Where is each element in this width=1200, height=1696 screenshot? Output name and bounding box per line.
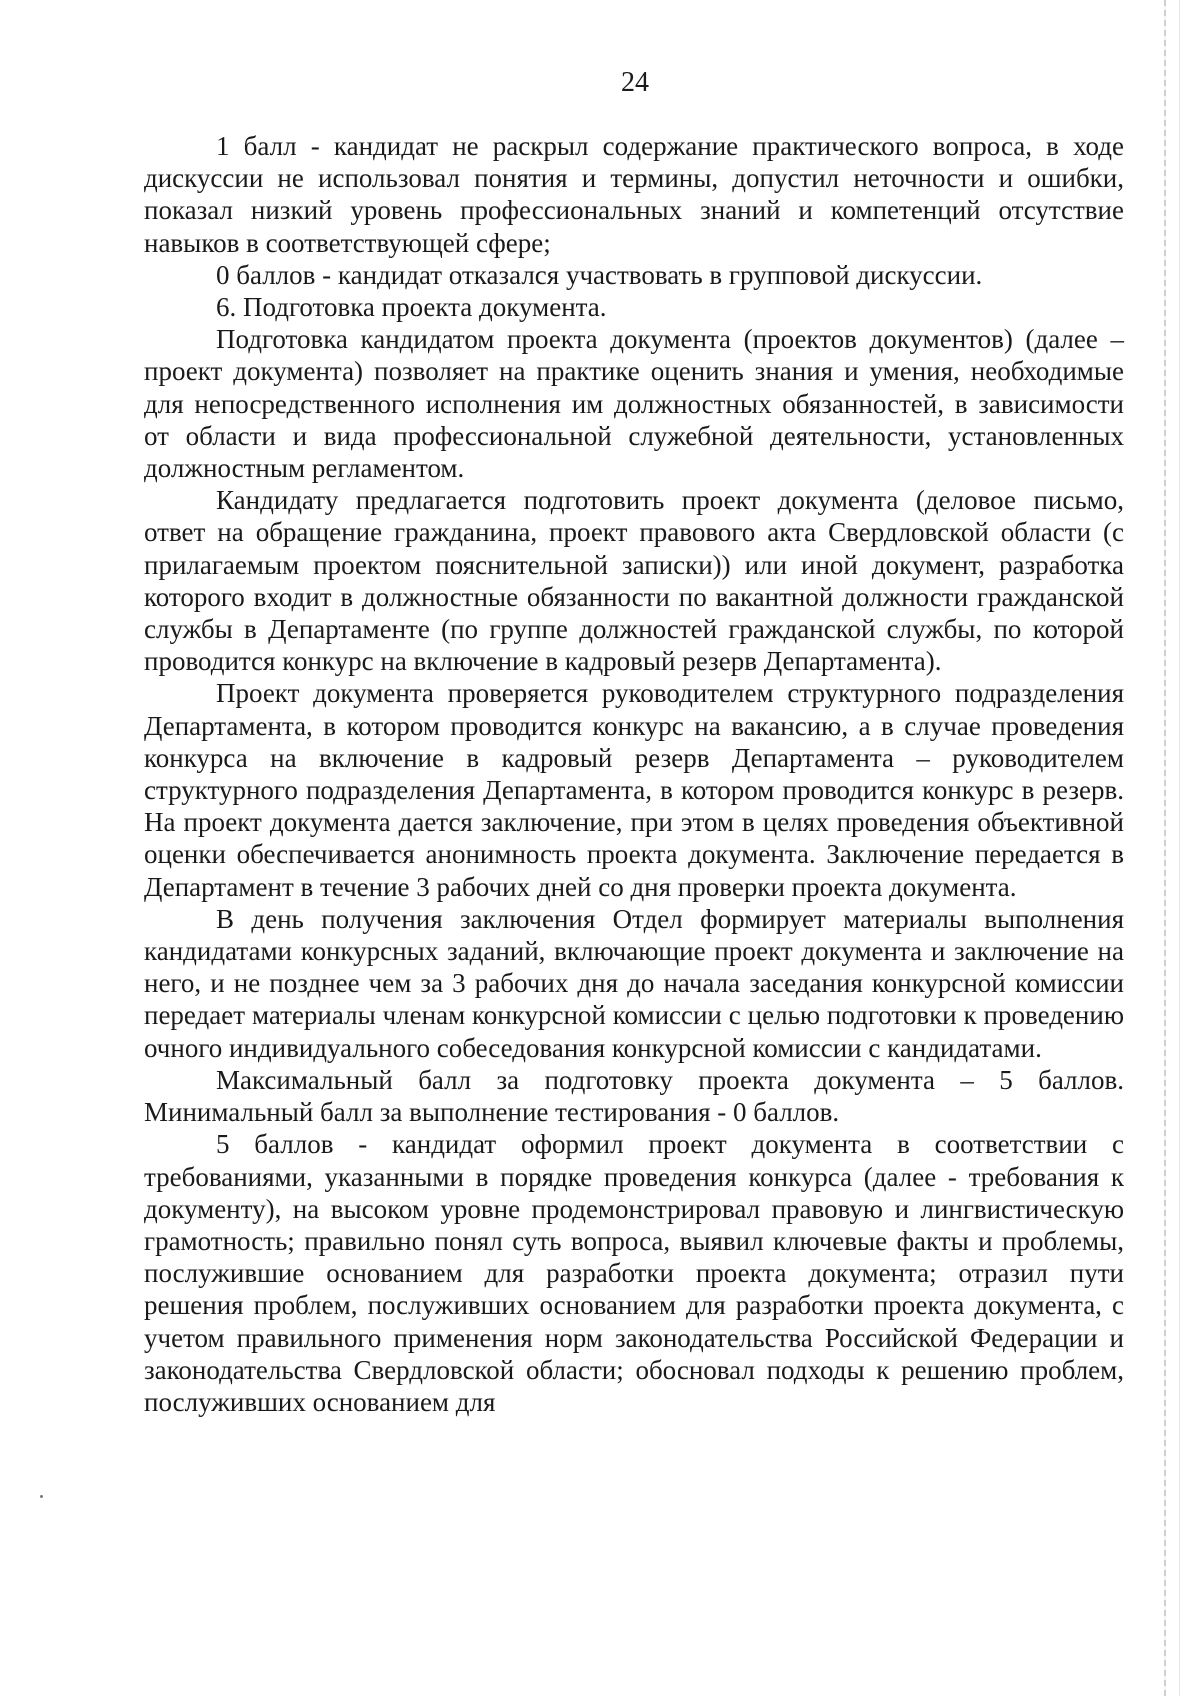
scan-speck [40,1495,43,1498]
scan-edge-line [1164,0,1166,1696]
section-heading-6: 6. Подготовка проекта документа. [216,292,607,323]
document-body [144,130,1124,1418]
paragraph-score-1: 1 балл - кандидат не раскрыл содержание практического вопроса, в ходе дискуссии не использовал понятия и термины, допустил неточности и ошибки, показал низкий уровень профессиональных знаний и компетенций отсутствие навыков в соответствующей сфере; [144,131,1124,258]
paragraph-materials: В день получения заключения Отдел формирует материалы выполнения кандидатами конкурсных заданий, включающие проект документа и заключение на него, и не позднее чем за 3 рабочих дня до начала заседания конкурсной комиссии передает материалы членам конкурсной комиссии с целью подготовки к проведению очного индивидуального собеседования конкурсной комиссии с кандидатами. [144,903,1124,1063]
paragraph-candidate-task: Кандидату предлагается подготовить проект документа (деловое письмо, ответ на обращение гражданина, проект правового акта Свердловской области (с прилагаемым проектом пояснительной записки)) или иной документ, разработка которого входит в должностные обязанности по вакантной должности гражданской службы в Департаменте (по группе должностей гражданской службы, по которой проводится конкурс на включение в кадровый резерв Департамента). [144,485,1124,677]
page-number: 24 [621,67,649,98]
paragraph-max-score: Максимальный балл за подготовку проекта документа – 5 баллов. Минимальный балл за выполнение тестирования - 0 баллов. [144,1064,1124,1128]
paragraph-review: Проект документа проверяется руководителем структурного подразделения Департамента, в котором проводится конкурс на вакансию, а в случае проведения конкурса на включение в кадровый резерв Департамента – руководителем структурного подразделения Департамента, в котором проводится конкурс в резерв. На проект документа дается заключение, при этом в целях проведения объективной оценки обеспечивается анонимность проекта документа. Заключение передается в Департамент в течение 3 рабочих дней со дня проверки проекта документа. [144,678,1124,902]
paragraph-score-0: 0 баллов - кандидат отказался участвовать в групповой дискуссии. [216,259,983,290]
paragraph-score-5: 5 баллов - кандидат оформил проект документа в соответствии с требованиями, указанными в порядке проведения конкурса (далее - требования к документу), на высоком уровне продемонстрировал правовую и лингвистическую грамотность; правильно понял суть вопроса, выявил ключевые факты и проблемы, послужившие основанием для разработки проекта документа; отразил пути решения проблем, послуживших основанием для разработки проекта документа, с учетом правильного применения норм законодательства Российской Федерации и законодательства Свердловской области; обосновал подходы к решению проблем, послуживших основанием для [144,1129,1124,1417]
paragraph-project-intro: Подготовка кандидатом проекта документа (проектов документов) (далее – проект документа) позволяет на практике оценить знания и умения, необходимые для непосредственного исполнения им должностных обязанностей, в зависимости от области и вида профессиональной служебной деятельности, установленных должностным регламентом. [144,324,1124,484]
scan-edge-line-secondary [1179,0,1180,1696]
